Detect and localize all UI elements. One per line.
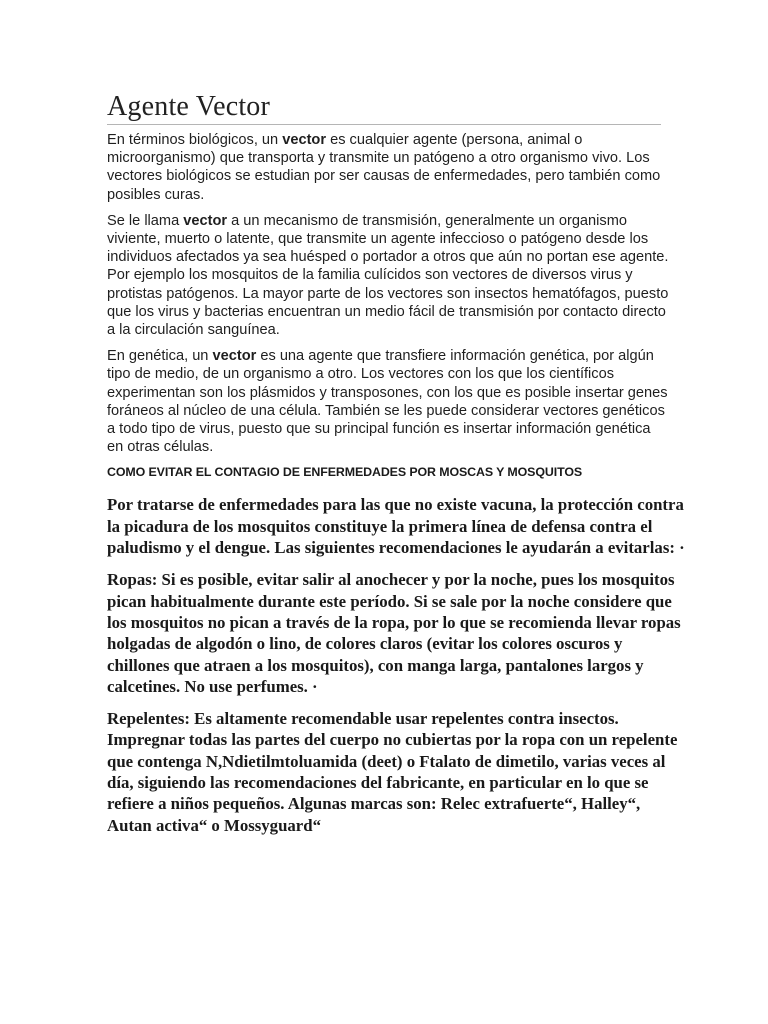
title-divider xyxy=(107,124,661,125)
paragraph-text: En genética, un xyxy=(107,348,213,365)
document-page xyxy=(107,90,685,847)
section-paragraph-clothing: Ropas: Si es posible, evitar salir al anochecer y por la noche, pues los mosquitos pican habitualmente durante este período. Si se sale por la noche considere que los mosquitos no pican a través de la ropa, por lo que se recomienda llevar ropas holgadas de algodón o lino, de colores claros (evitar los colores oscuros y chillones que atraen a los mosquitos), con manga larga, pantalones largos y calcetines. No use perfumes. · xyxy=(107,570,681,696)
paragraph-text: es una agente que transfiere información genética, por algún tipo de medio, de un organismo a otro. Los vectores con los que los científicos experimentan son los plásmidos y transposones, con los que es posible insertar genes foráneos al núcleo de una célula. También se les puede considerar vectores genéticos a todo tipo de virus, puesto que su principal función es insertar información genética en otras células. xyxy=(107,348,668,456)
paragraph-definition xyxy=(107,131,669,204)
paragraph-text: a un mecanismo de transmisión, generalmente un organismo viviente, muerto o latente, que transmite un agente infeccioso o patógeno desde los individuos afectados ya sea huésped o portador a otros que aún no portan ese agente. Por ejemplo los mosquitos de la familia culícidos son vectores de diversos virus y protistas patógenos. La mayor parte de los vectores son insectos hematófagos, puesto que los virus y bacterias encuentran un medio fácil de transmisión por contacto directo a la circulación sanguínea. xyxy=(107,212,669,339)
paragraph-text: Se le llama xyxy=(107,212,184,229)
paragraph-text: En términos biológicos, un xyxy=(107,132,283,148)
section-heading: COMO EVITAR EL CONTAGIO DE ENFERMEDADES POR MOSCAS Y MOSQUITOS xyxy=(107,465,583,480)
paragraph-transmission xyxy=(107,212,669,339)
bold-term: vector xyxy=(183,212,228,229)
section-paragraph-repellents: Repelentes: Es altamente recomendable usar repelentes contra insectos. Impregnar todas las partes del cuerpo no cubiertas por la ropa con un repelente que contenga N,Ndietilmtoluamida (deet) o Ftalato de dimetilo, varias veces al día, siguiendo las recomendaciones del fabricante, en particular en lo que se refiere a niños pequeños. Algunas marcas son: Relec extrafuerte“, Halley“, Autan activa“ o Mossyguard“ xyxy=(107,709,678,835)
bold-term: vector xyxy=(282,132,327,148)
page-title: Agente Vector xyxy=(107,91,271,122)
paragraph-text: es cualquier agente (persona, animal o microorganismo) que transporta y transmite un patógeno a otro organismo vivo. Los vectores biológicos se estudian por ser causas de enfermedades, pero también como posibles curas. xyxy=(107,132,661,203)
bold-term: vector xyxy=(212,348,257,365)
section-paragraph-intro: Por tratarse de enfermedades para las que no existe vacuna, la protección contra la picadura de los mosquitos constituye la primera línea de defensa contra el paludismo y el dengue. Las siguientes recomendaciones le ayudarán a evitarlas: · xyxy=(107,495,685,558)
paragraph-genetics xyxy=(107,347,669,456)
